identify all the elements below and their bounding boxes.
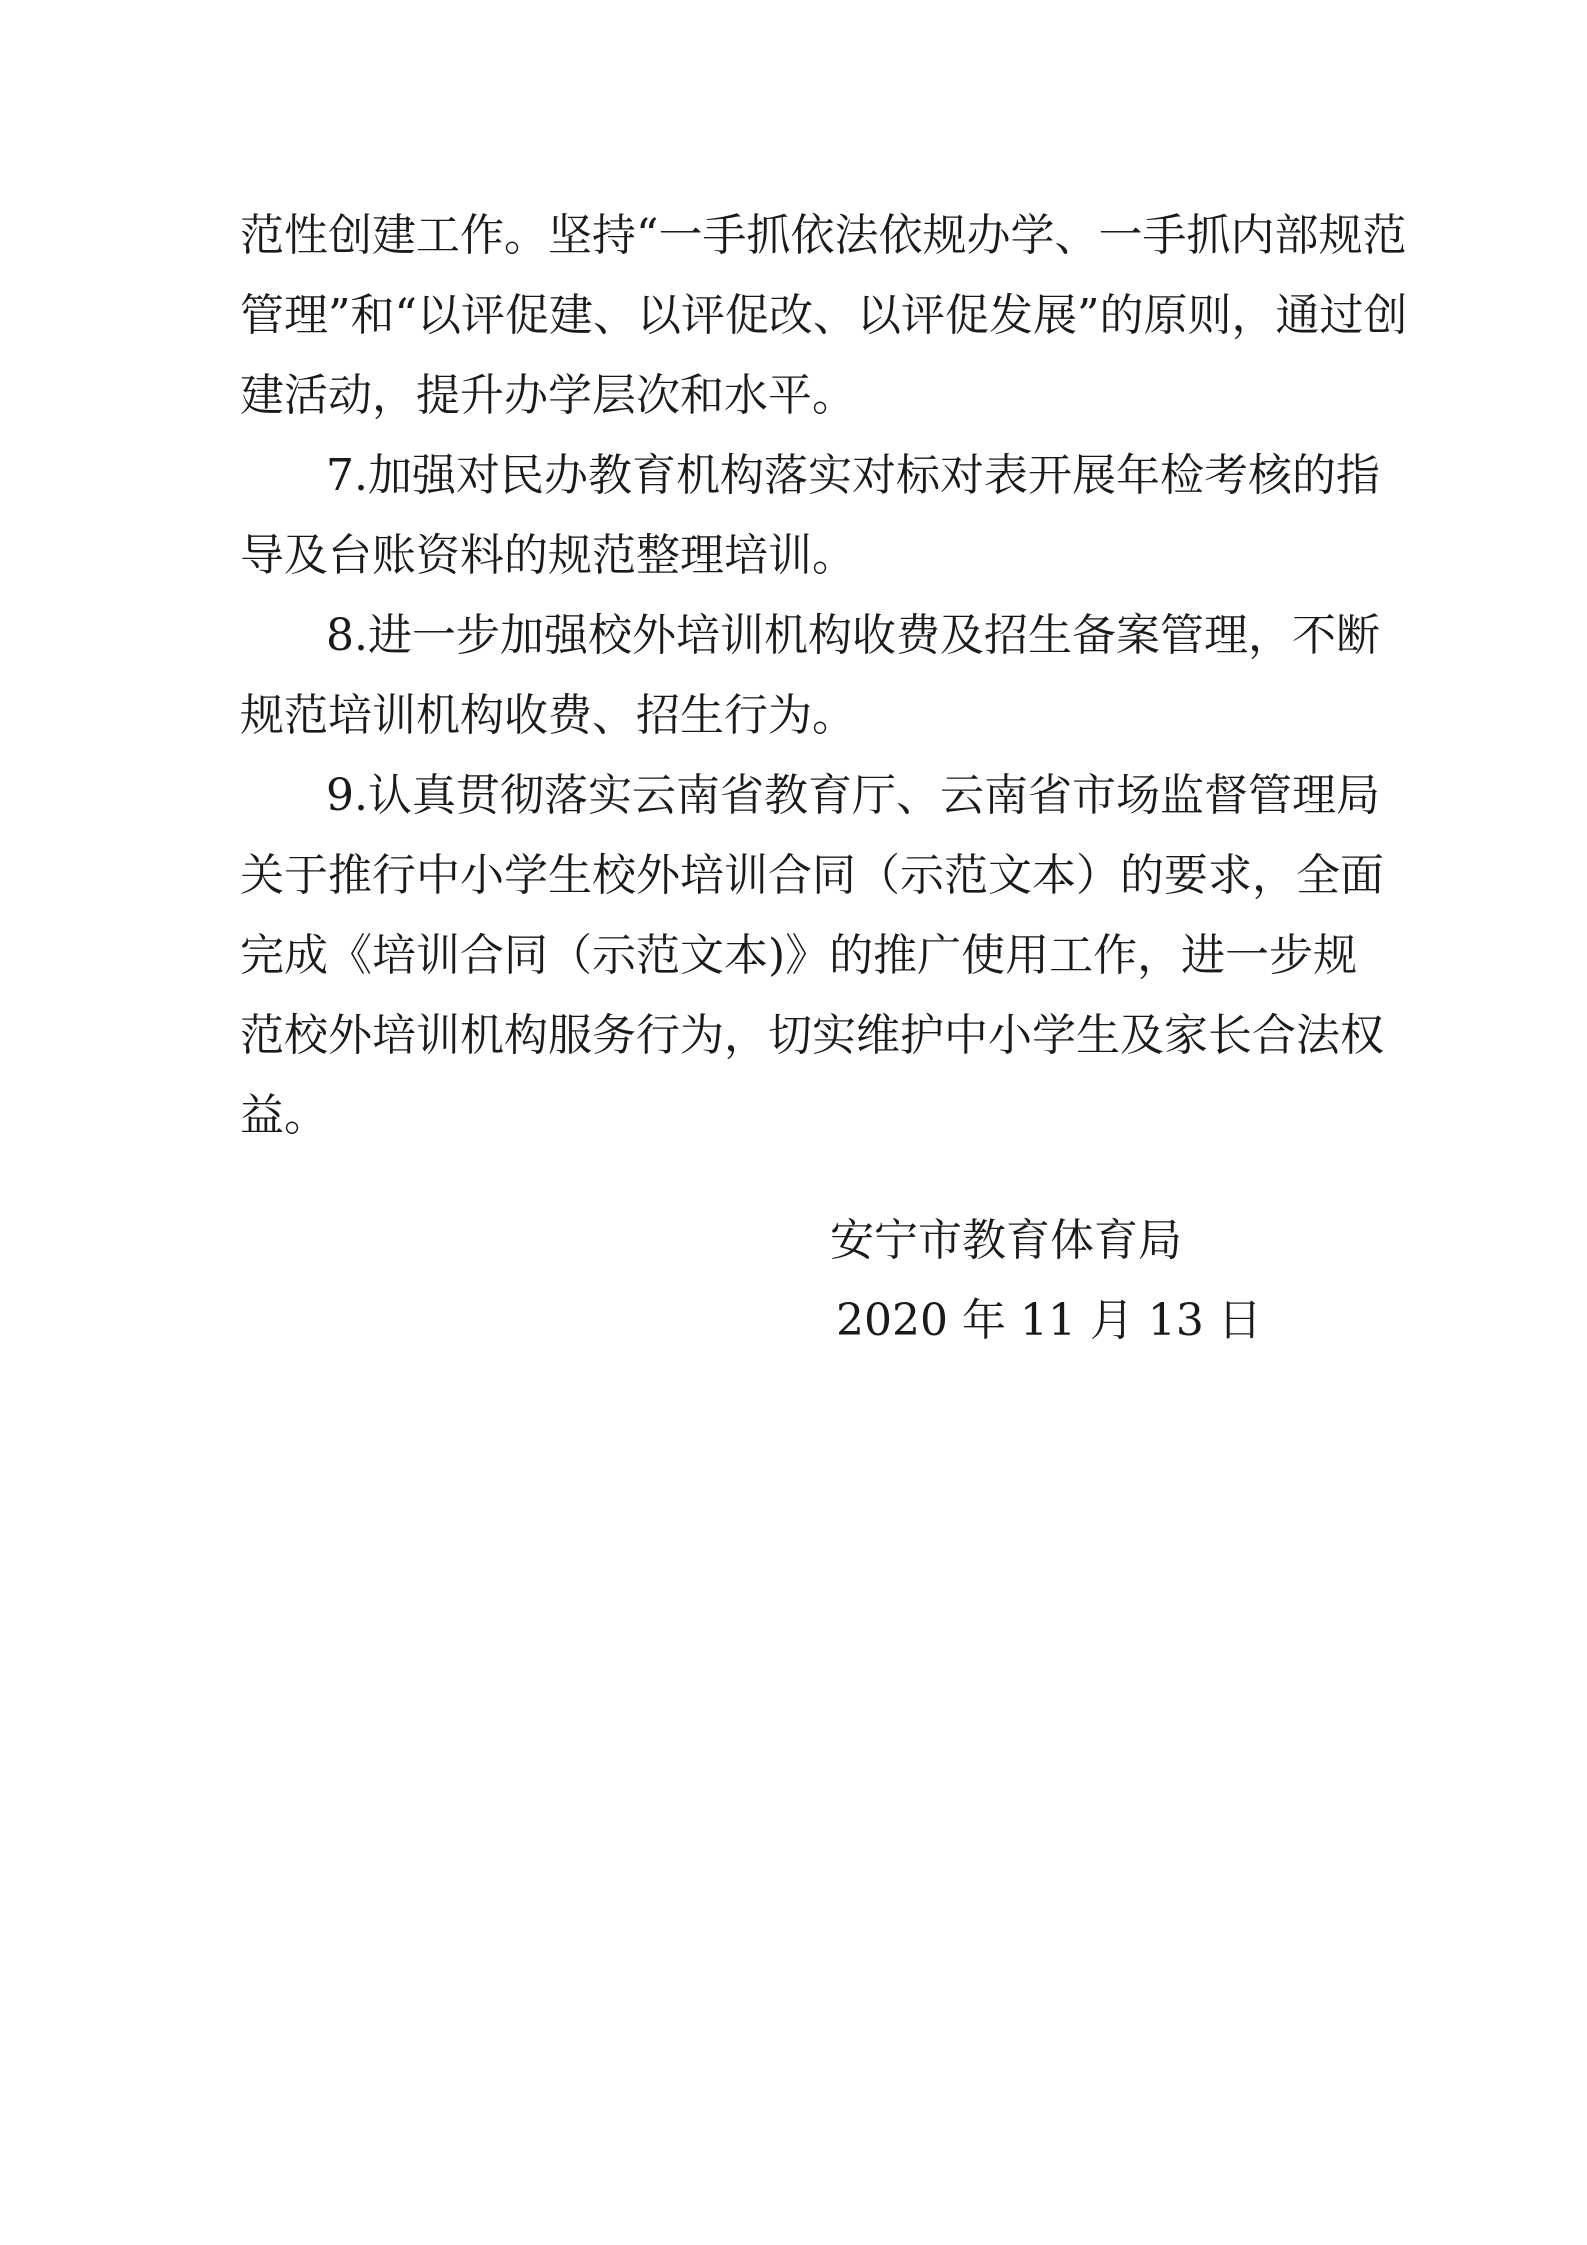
item-9-line: 范校外培训机构服务行为，切实维护中小学生及家长合法权 — [240, 1010, 1384, 1061]
item-8-line: 规范培训机构收费、招生行为。 — [240, 690, 856, 741]
item-7-line: 导及台账资料的规范整理培训。 — [240, 530, 856, 581]
paragraph-line: 管理”和“以评促建、以评促改、以评促发展”的原则，通过创 — [240, 290, 1408, 341]
item-7-line: 7.加强对民办教育机构落实对标对表开展年检考核的指 — [326, 450, 1380, 501]
paragraph-line: 建活动，提升办学层次和水平。 — [240, 370, 856, 421]
signature-date: 2020 年 11 月 13 日 — [836, 1295, 1262, 1346]
signature-organization: 安宁市教育体育局 — [830, 1215, 1182, 1266]
item-9-line: 关于推行中小学生校外培训合同（示范文本）的要求，全面 — [240, 850, 1384, 901]
item-9-line: 益。 — [240, 1090, 328, 1141]
item-9-line: 9.认真贯彻落实云南省教育厅、云南省市场监督管理局 — [326, 770, 1380, 821]
item-9-line: 完成《培训合同（示范文本)》的推广使用工作，进一步规 — [240, 930, 1358, 981]
paragraph-line: 范性创建工作。坚持“一手抓依法依规办学、一手抓内部规范 — [240, 210, 1407, 261]
item-8-line: 8.进一步加强校外培训机构收费及招生备案管理，不断 — [326, 610, 1380, 661]
